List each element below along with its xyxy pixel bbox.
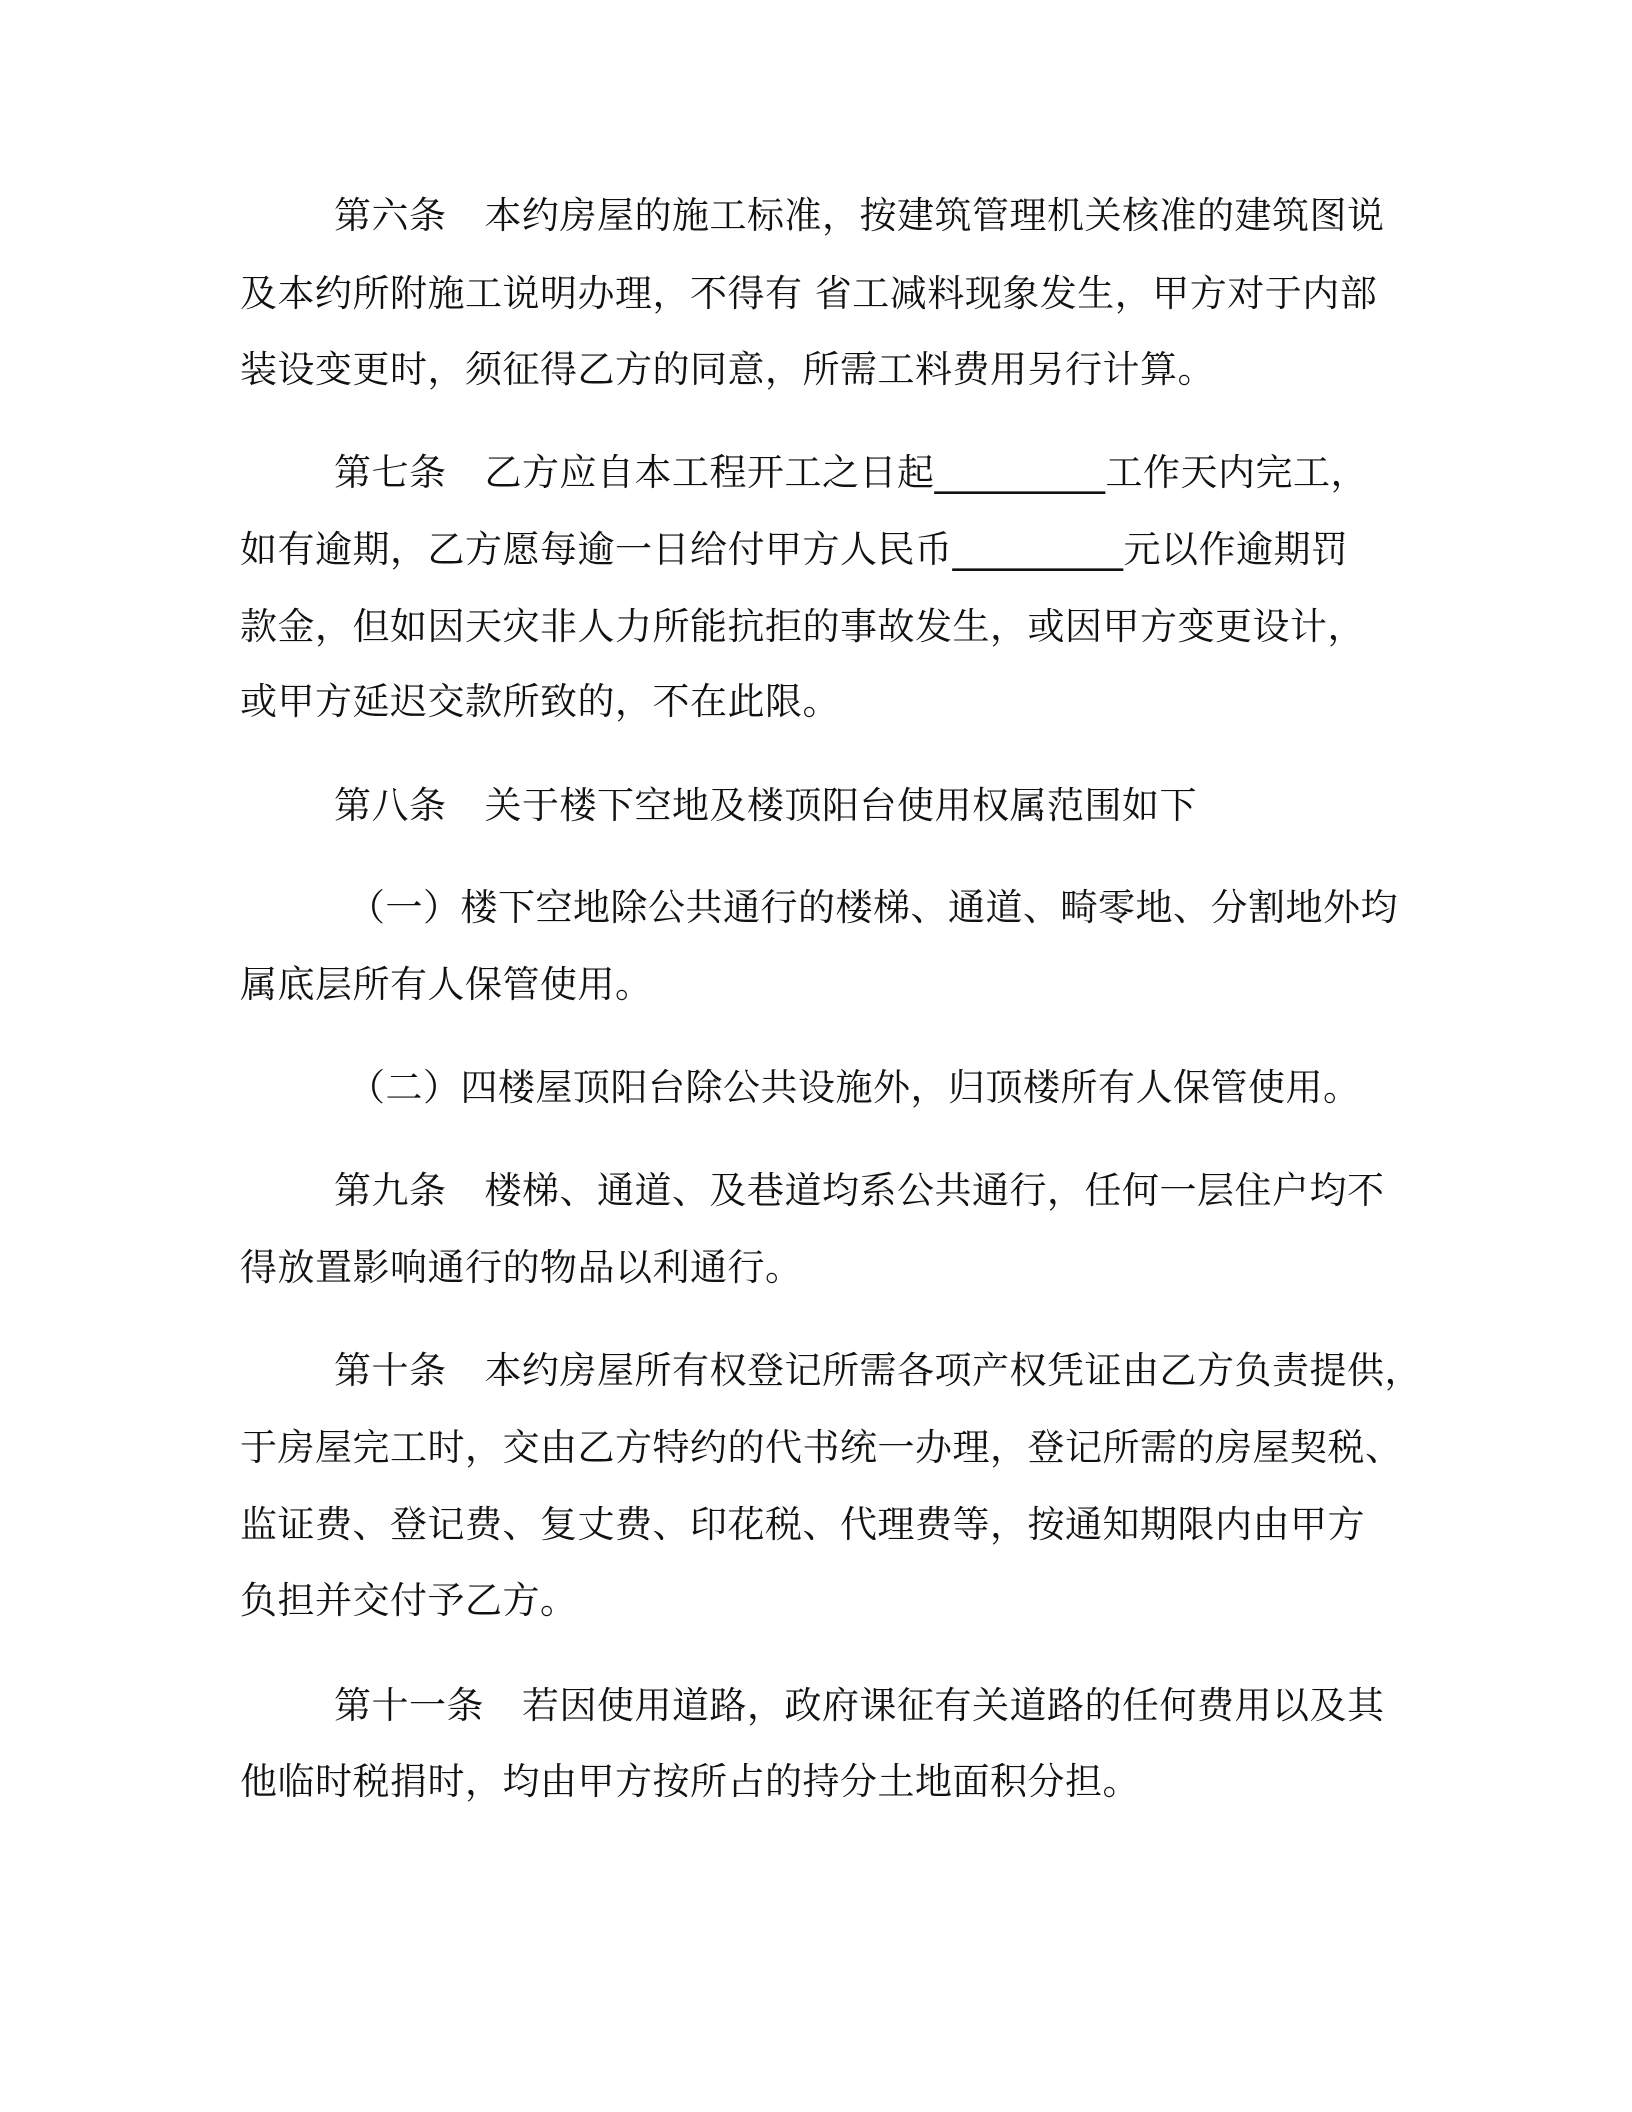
article-10-line-3: 监证费、登记费、复丈费、印花税、代理费等，按通知期限内由甲方 xyxy=(240,1503,1365,1546)
article-11-line-2: 他临时税捐时，均由甲方按所占的持分土地面积分担。 xyxy=(240,1760,1140,1803)
article-7-line-1 xyxy=(334,447,1368,499)
article-text: 本约房屋所有权登记所需各项产权凭证由乙方负责提供， xyxy=(484,1349,1422,1392)
article-8-line-1 xyxy=(334,780,1197,832)
article-number: 第六条 xyxy=(334,194,447,237)
article-number: 第九条 xyxy=(334,1169,447,1212)
article-9-line-1 xyxy=(334,1165,1385,1217)
article-text: 关于楼下空地及楼顶阳台使用权属范围如下 xyxy=(484,784,1197,827)
article-number: 第十条 xyxy=(334,1349,447,1392)
article-10-line-2: 于房屋完工时，交由乙方特约的代书统一办理，登记所需的房屋契税、 xyxy=(240,1426,1403,1469)
article-number: 第十一条 xyxy=(334,1684,484,1727)
article-text: 楼梯、通道、及巷道均系公共通行，任何一层住户均不 xyxy=(484,1169,1385,1212)
article-7-line-2: 如有逾期，乙方愿每逾一日给付甲方人民币_________元以作逾期罚 xyxy=(240,528,1349,571)
article-7-line-4: 或甲方延迟交款所致的，不在此限。 xyxy=(240,680,840,723)
article-8-item-1-line-2: 属底层所有人保管使用。 xyxy=(240,963,653,1006)
article-number: 第八条 xyxy=(334,784,447,827)
article-text: 若因使用道路，政府课征有关道路的任何费用以及其 xyxy=(522,1684,1385,1727)
article-10-line-1 xyxy=(334,1345,1422,1397)
article-9-line-2: 得放置影响通行的物品以利通行。 xyxy=(240,1246,803,1289)
article-8-item-1-line-1: （一）楼下空地除公共通行的楼梯、通道、畸零地、分割地外均 xyxy=(348,886,1398,929)
article-11-line-1 xyxy=(334,1680,1385,1732)
article-number: 第七条 xyxy=(334,451,447,494)
article-text: 乙方应自本工程开工之日起_________工作天内完工， xyxy=(484,451,1368,494)
article-7-line-3: 款金，但如因天灾非人力所能抗拒的事故发生，或因甲方变更设计， xyxy=(240,605,1365,648)
article-6-line-1 xyxy=(334,190,1385,242)
article-6-line-2: 及本约所附施工说明办理，不得有 省工减料现象发生，甲方对于内部 xyxy=(240,272,1378,315)
article-text: 本约房屋的施工标准，按建筑管理机关核准的建筑图说 xyxy=(484,194,1385,237)
article-6-line-3: 装设变更时，须征得乙方的同意，所需工料费用另行计算。 xyxy=(240,348,1215,391)
article-8-item-2-line-1: （二）四楼屋顶阳台除公共设施外，归顶楼所有人保管使用。 xyxy=(348,1066,1361,1109)
article-10-line-4: 负担并交付予乙方。 xyxy=(240,1579,578,1622)
